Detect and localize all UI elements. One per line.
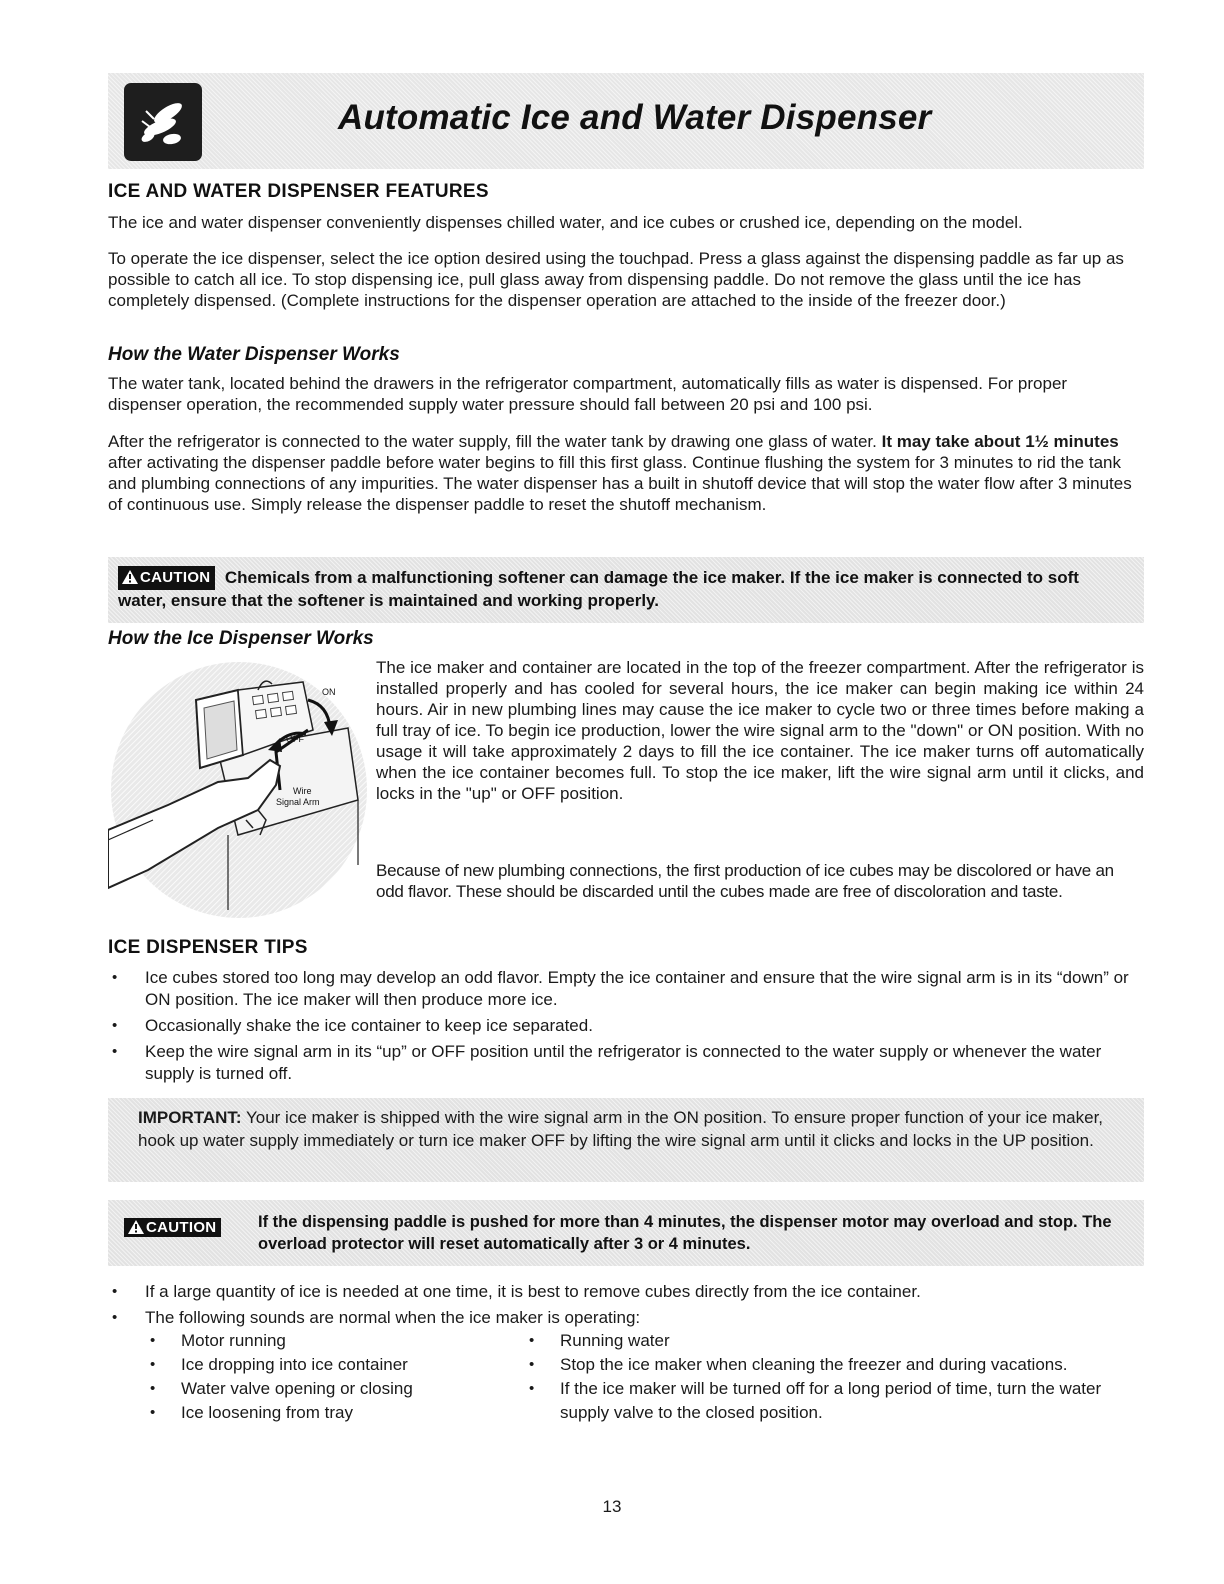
label-wire: Wire: [293, 786, 312, 796]
list-item: • The following sounds are normal when the ice maker is operating:: [108, 1307, 1144, 1329]
ice-paragraph-1: The ice maker and container are located in the top of the freezer compartment. After the refrigerator is installed properly and has cooled for several hours, the ice maker can begin making ice within 24 hours. Air in new plumbing lines may cause the ice maker to cycle two or three times before making a full tray of ice. To begin ice production, lower the wire signal arm to the "down" or ON position. With no usage it will take approximately 2 days to fill the ice container. The ice maker turns off automatically when the ice container becomes full. To stop the ice maker, lift the wire signal arm until it clicks, and locks in the "up" or OFF position.: [376, 658, 1144, 803]
important-text: [138, 1106, 1128, 1152]
important-box: [108, 1098, 1144, 1182]
more-tips-list: [108, 1281, 1144, 1333]
page-title: Automatic Ice and Water Dispenser: [338, 98, 932, 137]
water-paragraph-2: [108, 431, 1144, 515]
list-item: • Running water: [525, 1329, 1145, 1353]
important-body: Your ice maker is shipped with the wire signal arm in the ON position. To ensure proper function of your ice maker, hook up water supply immediately or turn ice maker OFF by lifting the wire signal arm until it clicks and locks in the UP position.: [138, 1108, 1104, 1150]
features-paragraph-2: To operate the ice dispenser, select the ice option desired using the touchpad. Press a glass against the dispensing paddle as far up as possible to catch all ice. To stop dispensing ice, pull glass away from dispensing paddle. Do not remove the glass until the ice has completely dispensed. (Complete instructions for the dispenser operation are attached to the inside of the freezer door.): [108, 249, 1124, 310]
features-paragraph-1: The ice and water dispenser conveniently dispenses chilled water, and ice cubes or crushed ice, depending on the model.: [108, 213, 1023, 232]
subheading-ice-dispenser: How the Ice Dispenser Works: [108, 628, 374, 649]
caution-box-paddle: [108, 1200, 1144, 1266]
caution-text-paddle: If the dispensing paddle is pushed for more than 4 minutes, the dispenser motor may overload and stop. The overload protector will reset automatically after 3 or 4 minutes.: [258, 1213, 1112, 1253]
list-item: • Occasionally shake the ice container to keep ice separated.: [108, 1015, 1144, 1037]
list-item: • If a large quantity of ice is needed at one time, it is best to remove cubes directly from the ice container.: [108, 1281, 1144, 1303]
section-heading-features: ICE AND WATER DISPENSER FEATURES: [108, 181, 489, 202]
list-item: • Ice dropping into ice container: [146, 1353, 506, 1377]
water-paragraph-1: The water tank, located behind the drawers in the refrigerator compartment, automatically fills as water is dispensed. For proper dispenser operation, the recommended supply water pressure should fall between 20 psi and 100 psi.: [108, 374, 1068, 414]
subheading-water-dispenser: How the Water Dispenser Works: [108, 344, 400, 365]
tips-list: [108, 967, 1144, 1089]
list-item: • Ice cubes stored too long may develop an odd flavor. Empty the ice container and ensure that the wire signal arm is in its “down” or ON position. The ice maker will then produce more ice.: [108, 967, 1144, 1011]
list-item: • Motor running: [146, 1329, 506, 1353]
water-paragraph-2-emphasis: It may take about 1½ minutes: [881, 432, 1119, 451]
label-off: OFF: [286, 734, 304, 744]
ice-paragraph-2: Because of new plumbing connections, the first production of ice cubes may be discolored or have an odd flavor. These should be discarded until the cubes made are free of discoloration and taste.: [376, 861, 1114, 901]
label-signal-arm: Signal Arm: [276, 797, 320, 807]
list-item: • Ice loosening from tray: [146, 1401, 506, 1425]
warning-triangle-icon: [128, 1220, 144, 1234]
sounds-list-right: [525, 1329, 1145, 1425]
label-on: ON: [322, 687, 336, 697]
important-label: IMPORTANT:: [138, 1108, 242, 1127]
water-paragraph-2-rest: after activating the dispenser paddle before water begins to fill this first glass. Continue flushing the system for 3 minutes to rid the tank and plumbing connections of any impurities. The water dispenser has a built in shutoff device that will stop the water flow after 3 minutes of continuous use. Simply release the dispenser paddle to reset the shutoff mechanism.: [108, 453, 1132, 514]
caution-text-softener: Chemicals from a malfunctioning softener can damage the ice maker. If the ice maker is connected to soft water, ensure that the softener is maintained and working properly.: [118, 568, 1079, 610]
section-heading-tips: ICE DISPENSER TIPS: [108, 937, 308, 958]
water-paragraph-2-lead: After the refrigerator is connected to the water supply, fill the water tank by drawing one glass of water.: [108, 432, 882, 451]
list-item: • Water valve opening or closing: [146, 1377, 506, 1401]
page-number: 13: [602, 1497, 622, 1516]
caution-badge: [118, 566, 215, 590]
ice-maker-illustration: [108, 660, 370, 920]
list-item: • If the ice maker will be turned off for a long period of time, turn the water supply valve to the closed position.: [525, 1377, 1145, 1425]
sounds-list-left: [146, 1329, 506, 1425]
caution-badge-label: CAUTION: [146, 1219, 217, 1236]
ice-cubes-icon: [124, 83, 202, 161]
list-item: • Keep the wire signal arm in its “up” or OFF position until the refrigerator is connected to the water supply or whenever the water supply is turned off.: [108, 1041, 1144, 1085]
list-item: • Stop the ice maker when cleaning the freezer and during vacations.: [525, 1353, 1145, 1377]
warning-triangle-icon: [122, 570, 138, 584]
caution-box-softener: [108, 557, 1144, 623]
caution-badge: [124, 1218, 221, 1237]
caution-badge-label: CAUTION: [140, 569, 211, 586]
